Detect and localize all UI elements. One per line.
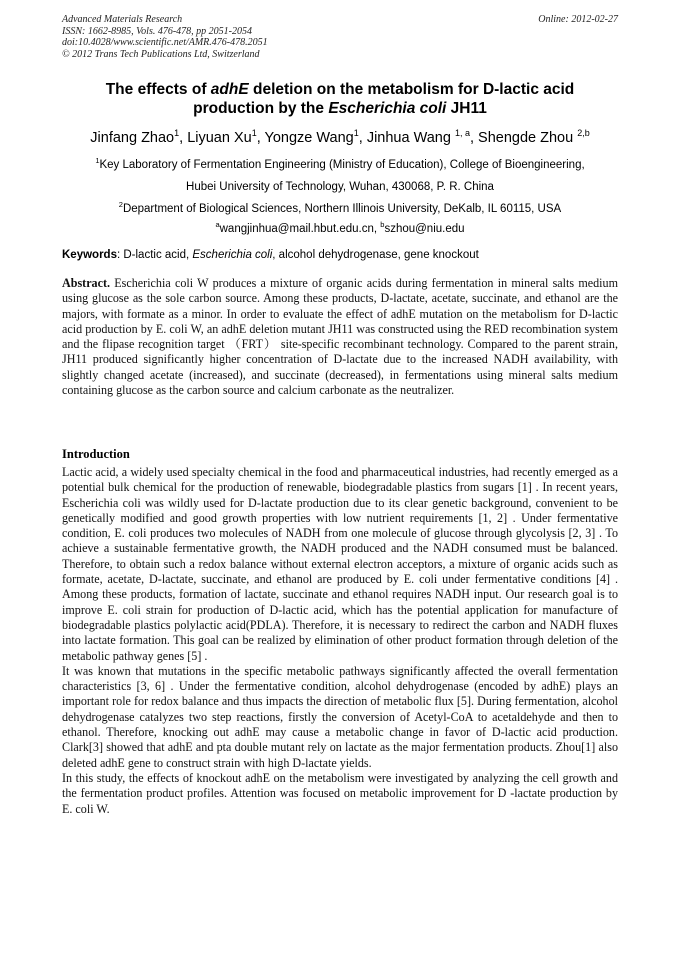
keyword: , alcohol dehydrogenase, gene knockout bbox=[272, 249, 479, 261]
title-gene: adhE bbox=[210, 81, 249, 98]
author-list: Jinfang Zhao$^1$, Liyuan Xu$^1$, Yongze Wang$^1$, Jinhua Wang $^{1, a}$, Shengde Zhou $^{2,b}$ bbox=[90, 128, 590, 146]
author-affil-mark: 2,b bbox=[577, 128, 590, 138]
journal-header bbox=[62, 14, 618, 60]
title-text: JH11 bbox=[446, 100, 487, 117]
keywords-line bbox=[62, 248, 618, 263]
author-affil-mark: 1, a bbox=[454, 128, 470, 138]
email-mark: a bbox=[215, 220, 220, 229]
title-organism: Escherichia coli bbox=[328, 100, 447, 117]
author-affil-mark: 1 bbox=[174, 128, 180, 138]
author-name: Liyuan Xu bbox=[187, 130, 252, 146]
section-heading-introduction: Introduction bbox=[62, 447, 130, 461]
keywords-label: Keywords bbox=[62, 249, 117, 261]
affil-text: Key Laboratory of Fermentation Engineering (Ministry of Education), College of Bioengineering, bbox=[99, 159, 585, 171]
paragraph: It was known that mutations in the specific metabolic pathways significantly affected the overall fermentation characteristics [3, 6] . Under the fermentative condition, alcohol dehydrogenase (encoded by adhE) plays an important role for redox balance and thus impacts the direction of metabolic flux [5]. During fermentation, alcohol dehydrogenase catalyzes two step reactions, firstly the conversion of Acetyl-CoA to acetaldehyde and then to ethanol. Therefore, knocking out adhE may cause a metabolic change in favor of D-lactic acid production. Clark[3] showed that adhE and pta double mutant rely on lactate as the major fermentation products. Zhou[1] also deleted adhE gene to construct strain with high D-lactate yields. bbox=[62, 663, 618, 770]
title-text: production by the bbox=[193, 100, 329, 117]
abstract bbox=[62, 276, 618, 398]
affiliation-1 bbox=[40, 158, 640, 172]
affiliation-2 bbox=[40, 202, 640, 216]
journal-doi: doi:10.4028/www.scientific.net/AMR.476-478.2051 bbox=[62, 37, 268, 48]
paper-title bbox=[62, 80, 618, 118]
affil-mark: 2 bbox=[118, 200, 123, 209]
keyword: Escherichia coli bbox=[192, 249, 273, 261]
keyword: D-lactic acid, bbox=[123, 249, 193, 261]
title-text: The effects of bbox=[105, 81, 211, 98]
paragraph: Lactic acid, a widely used specialty chemical in the food and pharmaceutical industries, had recently emerged as a potential bulk chemical for the production of renewable, biodegradable plastics from sugars [1] . In recent years, Escherichia coli was wildly used for D-lactate production due to its clear genetic background, convenient to be genetically modified and good growth properties with low nutrient requirements [1, 2] . Under fermentative condition, E. coli produces two molecules of NADH from one molecule of glucose through glycolysis [2, 3] . To achieve a sustainable fermentative growth, the NADH produced and the NADH consumed must be balanced. Therefore, to obtain such a redox balance without external electron acceptors, a mixture of organic acids such as formate, acetate, D-lactate, succinate, and ethanol are produced by E. coli under fermentative conditions [4] . Among these products, formation of lactate, succinate and ethanol requires NADH input. Our research goal is to improve E. coli strain for production of D-lactic acid, which has the potential application for manufacture of biodegradable plastics polylactic acid(PDLA). Therefore, it is necessary to redirect the carbon and NADH fluxes into lactate formation. This goal can be realized by elimination of other product formation through deletion of the metabolic pathway genes [5] . bbox=[62, 465, 618, 663]
title-text: deletion on the metabolism for D-lactic acid bbox=[248, 81, 575, 98]
affil-text: Hubei University of Technology, Wuhan, 430068, P. R. China bbox=[186, 181, 494, 193]
paragraph: In this study, the effects of knockout adhE on the metabolism were investigated by analyzing the cell growth and the fermentation product profiles. Attention was focused on metabolic improvement for D -lactate production by E. coli W. bbox=[62, 770, 618, 816]
abstract-text: Escherichia coli W produces a mixture of organic acids during fermentation in mineral salts medium using glucose as the sole carbon source. Among these products, D-lactate, acetate, succinate, and ethanol are the majors, with formate as a minor. In order to evaluate the effect of adhE mutation on the metabolism for D-lactic acid production by E. coli W, an adhE deletion mutant JH11 was constructed using the RED recombination system and the flipase recognition target （FRT） site-specific recombinant technology. Compared to the parent strain, JH11 produced significantly higher concentration of D-lactate due to the increased NADH availability, with slightly changed acetate (increased), and succinate (decreased), in fermentations using mineral salts medium containing glucose as the carbon source and calcium carbonate as the neutralizer. bbox=[62, 276, 618, 398]
author-name: Shengde Zhou bbox=[478, 130, 578, 146]
affil-mark: 1 bbox=[95, 156, 100, 165]
journal-name: Advanced Materials Research bbox=[62, 14, 183, 25]
online-date: Online: 2012-02-27 bbox=[538, 14, 618, 25]
email-line bbox=[40, 222, 640, 236]
email-address[interactable]: wangjinhua@mail.hbut.edu.cn, bbox=[219, 223, 381, 235]
affiliation-1-cont bbox=[40, 180, 640, 194]
author-name: Jinfang Zhao bbox=[90, 130, 175, 146]
email-address[interactable]: szhou@niu.edu bbox=[384, 223, 465, 235]
affil-text: Department of Biological Sciences, Northern Illinois University, DeKalb, IL 60115, USA bbox=[122, 203, 562, 215]
journal-issn: ISSN: 1662-8985, Vols. 476-478, pp 2051-2054 bbox=[62, 25, 252, 37]
author-affil-mark: 1 bbox=[251, 128, 257, 138]
email-mark: b bbox=[380, 220, 385, 229]
keywords-sep: : bbox=[116, 249, 124, 261]
author-affil-mark: 1 bbox=[353, 128, 359, 138]
author-name: Yongze Wang bbox=[264, 130, 354, 146]
journal-copyright: © 2012 Trans Tech Publications Ltd, Switzerland bbox=[62, 48, 260, 60]
introduction-body bbox=[62, 465, 618, 817]
author-name: Jinhua Wang bbox=[366, 130, 455, 146]
abstract-label: Abstract. bbox=[62, 276, 111, 290]
